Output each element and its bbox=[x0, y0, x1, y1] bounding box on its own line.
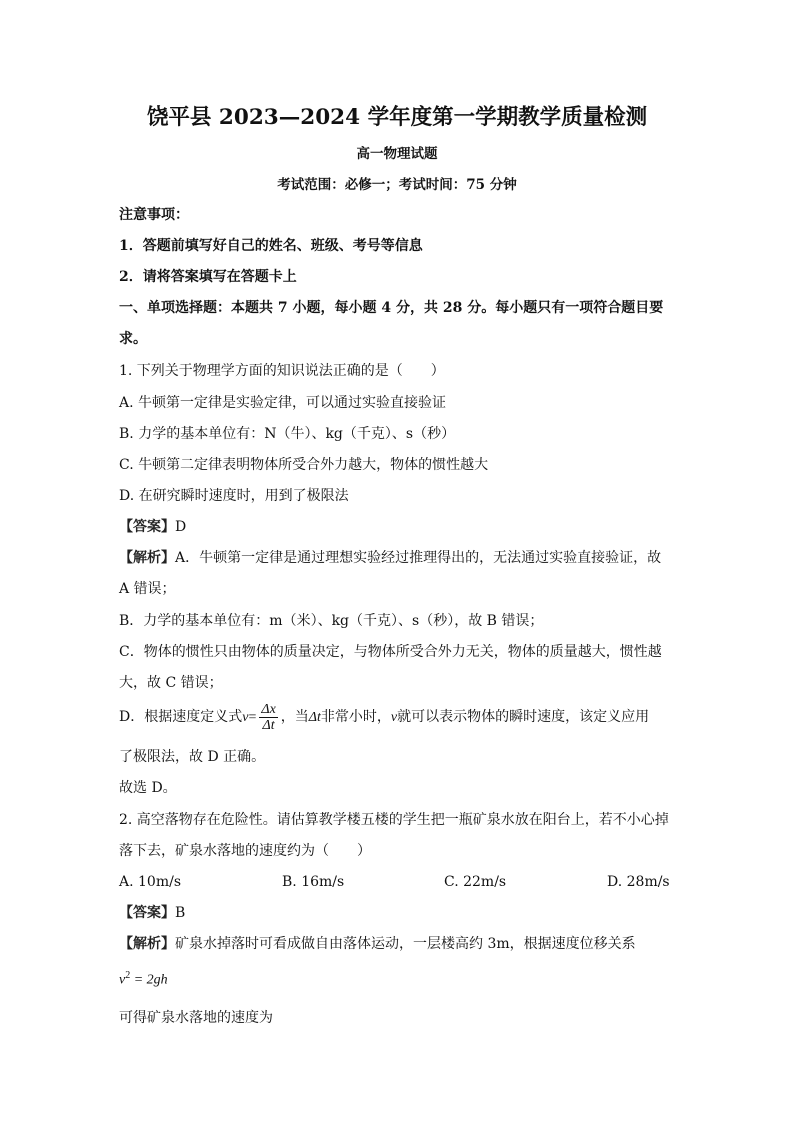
velocity-symbol: v bbox=[390, 710, 398, 725]
q1-option-a: A. 牛顿第一定律是实验定律，可以通过实验直接验证 bbox=[119, 395, 447, 411]
answer-value: D bbox=[175, 519, 187, 535]
q2-formula bbox=[119, 966, 168, 991]
velocity-symbol: v bbox=[242, 710, 249, 725]
q1-analysis-d bbox=[119, 700, 649, 735]
section-heading: 一、单项选择题：本题共 7 小题，每小题 4 分，共 28 分。每小题只有一项符合题目要 bbox=[119, 300, 664, 316]
page-title: 饶平县 2023—2024 学年度第一学期教学质量检测 bbox=[146, 105, 648, 130]
q1-analysis-d-cont: 了极限法，故 D 正确。 bbox=[119, 749, 266, 765]
analysis-tag: 【解析】 bbox=[119, 550, 175, 566]
fraction-denominator: Δt bbox=[262, 717, 275, 733]
exam-info: 考试范围：必修一；考试时间：75 分钟 bbox=[277, 177, 517, 193]
velocity-symbol: v bbox=[119, 972, 126, 988]
q1-conclusion: 故选 D。 bbox=[119, 780, 177, 796]
q2-analysis bbox=[119, 934, 636, 954]
section-heading-cont: 求。 bbox=[119, 331, 147, 347]
q2-option-a: A. 10m/s bbox=[119, 874, 182, 890]
question-1-stem: 1. 下列关于物理学方面的知识说法正确的是（ ） bbox=[119, 363, 445, 379]
analysis-tag: 【解析】 bbox=[119, 936, 175, 952]
q1-option-c: C. 牛顿第二定律表明物体所受合外力越大，物体的惯性越大 bbox=[119, 457, 489, 473]
velocity-fraction bbox=[259, 702, 277, 733]
q1-analysis-a-cont: A 错误； bbox=[119, 581, 176, 597]
question-2-stem-cont: 落下去，矿泉水落地的速度约为（ ） bbox=[119, 843, 371, 859]
q1-option-b: B. 力学的基本单位有：N（牛）、kg（千克）、s（秒） bbox=[119, 426, 456, 442]
q2-option-b: B. 16m/s bbox=[282, 874, 345, 890]
q2-option-c: C. 22m/s bbox=[444, 874, 507, 890]
delta-t-symbol: Δt bbox=[308, 710, 321, 725]
answer-tag: 【答案】 bbox=[119, 519, 175, 535]
analysis-text: 就可以表示物体的瞬时速度，该定义应用 bbox=[397, 709, 650, 725]
q1-analysis-c-cont: 大，故 C 错误； bbox=[119, 675, 223, 691]
notice-heading: 注意事项： bbox=[119, 207, 189, 223]
answer-value: B bbox=[175, 905, 186, 921]
analysis-text: ，当 bbox=[280, 709, 309, 725]
analysis-text: 非常小时， bbox=[320, 709, 391, 725]
equals-sign: = bbox=[248, 710, 257, 725]
q1-option-d: D. 在研究瞬时速度时，用到了极限法 bbox=[119, 488, 349, 504]
answer-tag: 【答案】 bbox=[119, 905, 175, 921]
q1-analysis-b: B．力学的基本单位有：m（米）、kg（千克）、s（秒），故 B 错误； bbox=[119, 613, 544, 629]
q2-option-d: D. 28m/s bbox=[607, 874, 670, 890]
formula-exponent: 2 bbox=[125, 970, 131, 981]
q2-analysis-cont: 可得矿泉水落地的速度为 bbox=[119, 1010, 273, 1026]
notice-item: 2．请将答案填写在答题卡上 bbox=[119, 269, 297, 285]
notice-item: 1．答题前填写好自己的姓名、班级、考号等信息 bbox=[119, 238, 423, 254]
fraction-numerator: Δx bbox=[261, 701, 276, 717]
q1-answer bbox=[119, 517, 186, 537]
analysis-text: A．牛顿第一定律是通过理想实验经过推理得出的，无法通过实验直接验证，故 bbox=[175, 550, 662, 566]
q1-analysis-c: C．物体的惯性只由物体的质量决定，与物体所受合外力无关，物体的质量越大，惯性越 bbox=[119, 644, 662, 660]
formula-rhs: = 2gh bbox=[130, 972, 168, 988]
exam-subtitle: 高一物理试题 bbox=[356, 146, 438, 162]
q2-answer bbox=[119, 903, 185, 923]
analysis-text: D．根据速度定义式 bbox=[119, 709, 243, 725]
question-2-stem: 2. 高空落物存在危险性。请估算教学楼五楼的学生把一瓶矿泉水放在阳台上，若不小心掉 bbox=[119, 812, 669, 828]
analysis-text: 矿泉水掉落时可看成做自由落体运动，一层楼高约 3m，根据速度位移关系 bbox=[175, 936, 636, 952]
q1-analysis-a bbox=[119, 548, 661, 568]
